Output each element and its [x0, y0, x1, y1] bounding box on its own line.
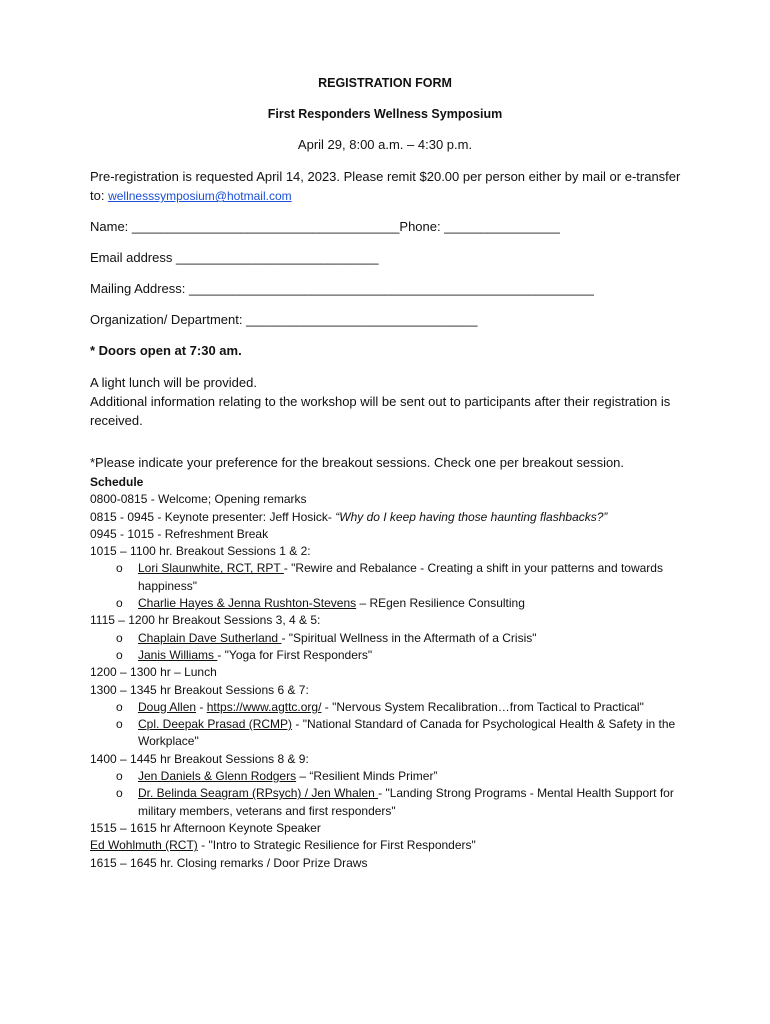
intro-text: Pre-registration is requested April 14, 2023. Please remit $20.00 per person either by mail or e-transfer to: — [90, 169, 681, 203]
bullet-marker: o — [116, 561, 123, 576]
session-option[interactable] — [90, 785, 690, 820]
session-title: - "National Standard of Canada for Psychological Health & Safety in the Workplace" — [138, 717, 676, 749]
presenter-name: Ed Wohlmuth (RCT) — [90, 838, 198, 853]
schedule-row: 1400 – 1445 hr Breakout Sessions 8 & 9: — [90, 751, 309, 766]
presenter-name: Chaplain Dave Sutherland — [138, 630, 282, 645]
doors-open-note: * Doors open at 7:30 am. — [90, 343, 242, 358]
bullet-marker: o — [116, 699, 123, 714]
session-option[interactable] — [90, 768, 690, 785]
session-option[interactable] — [90, 630, 690, 647]
schedule-row: 1200 – 1300 hr – Lunch — [90, 665, 217, 680]
schedule-row: 0800-0815 - Welcome; Opening remarks — [90, 492, 307, 507]
bullet-marker: o — [116, 717, 123, 732]
session-option[interactable] — [90, 716, 690, 751]
separator: - — [196, 699, 207, 714]
session-option[interactable] — [90, 699, 690, 716]
lunch-info-block — [90, 373, 690, 430]
event-date: April 29, 8:00 a.m. – 4:30 p.m. — [297, 137, 473, 152]
presenter-name: Lori Slaunwhite, RCT, RPT — [138, 561, 284, 576]
bullet-marker: o — [116, 630, 123, 645]
intro-paragraph — [90, 167, 690, 206]
schedule-row: 1515 – 1615 hr Afternoon Keynote Speaker — [90, 820, 321, 835]
session-option[interactable] — [90, 595, 690, 612]
schedule — [90, 474, 690, 872]
schedule-row — [90, 837, 690, 854]
session-title: - "Intro to Strategic Resilience for First Responders" — [197, 838, 476, 853]
preference-note: *Please indicate your preference for the breakout sessions. Check one per breakout session. — [90, 455, 625, 470]
bullet-marker: o — [116, 786, 123, 801]
keynote-text: 0815 - 0945 - Keynote presenter: Jeff Hosick- — [90, 509, 336, 524]
email-link[interactable]: wellnesssymposium@hotmail.com — [108, 189, 292, 203]
presenter-name: Cpl. Deepak Prasad (RCMP) — [138, 717, 293, 732]
schedule-row — [90, 509, 690, 526]
presenter-name: Charlie Hayes & Jenna Rushton-Stevens — [138, 596, 357, 611]
session-title: - "Rewire and Rebalance - Creating a shift in your patterns and towards happiness" — [138, 561, 663, 593]
schedule-row: 1015 – 1100 hr. Breakout Sessions 1 & 2: — [90, 544, 311, 559]
form-title: REGISTRATION FORM — [318, 76, 452, 90]
schedule-row: 1300 – 1345 hr Breakout Sessions 6 & 7: — [90, 682, 309, 697]
schedule-row: 0945 - 1015 - Refreshment Break — [90, 526, 269, 541]
session-title: - "Spiritual Wellness in the Aftermath of a Crisis" — [281, 630, 537, 645]
schedule-heading: Schedule — [90, 475, 144, 489]
presenter-name: Doug Allen — [138, 699, 197, 714]
website-link[interactable]: https://www.agttc.org/ — [206, 699, 322, 714]
bullet-marker: o — [116, 769, 123, 784]
schedule-row: 1115 – 1200 hr Breakout Sessions 3, 4 & 5: — [90, 613, 321, 628]
name-phone-field[interactable]: Name: _____________________________________Phone: ________________ — [90, 219, 560, 234]
keynote-title: “Why do I keep having those haunting flashbacks?” — [335, 509, 608, 524]
session-title: – REgen Resilience Consulting — [356, 596, 525, 611]
session-option[interactable] — [90, 560, 690, 595]
presenter-name: Janis Williams — [138, 647, 218, 662]
lunch-note: A light lunch will be provided. — [90, 375, 257, 390]
email-address-field[interactable]: Email address ____________________________ — [90, 250, 379, 265]
additional-info-note: Additional information relating to the workshop will be sent out to participants after their registration is received. — [90, 394, 671, 428]
session-title: - "Nervous System Recalibration…from Tactical to Practical" — [321, 699, 644, 714]
mailing-address-field[interactable]: Mailing Address: ________________________________________________________ — [90, 281, 594, 296]
session-title: - "Landing Strong Programs - Mental Health Support for military members, veterans and first responders" — [138, 786, 674, 818]
schedule-row: 1615 – 1645 hr. Closing remarks / Door Prize Draws — [90, 855, 368, 870]
bullet-marker: o — [116, 647, 123, 662]
session-title: – “Resilient Minds Primer” — [296, 769, 438, 784]
bullet-marker: o — [116, 596, 123, 611]
presenter-name: Dr. Belinda Seagram (RPsych) / Jen Whalen — [138, 786, 379, 801]
organization-field[interactable]: Organization/ Department: ________________________________ — [90, 312, 478, 327]
session-option[interactable] — [90, 647, 690, 664]
presenter-name: Jen Daniels & Glenn Rodgers — [138, 769, 297, 784]
event-name: First Responders Wellness Symposium — [267, 107, 503, 121]
session-title: - "Yoga for First Responders" — [217, 647, 373, 662]
